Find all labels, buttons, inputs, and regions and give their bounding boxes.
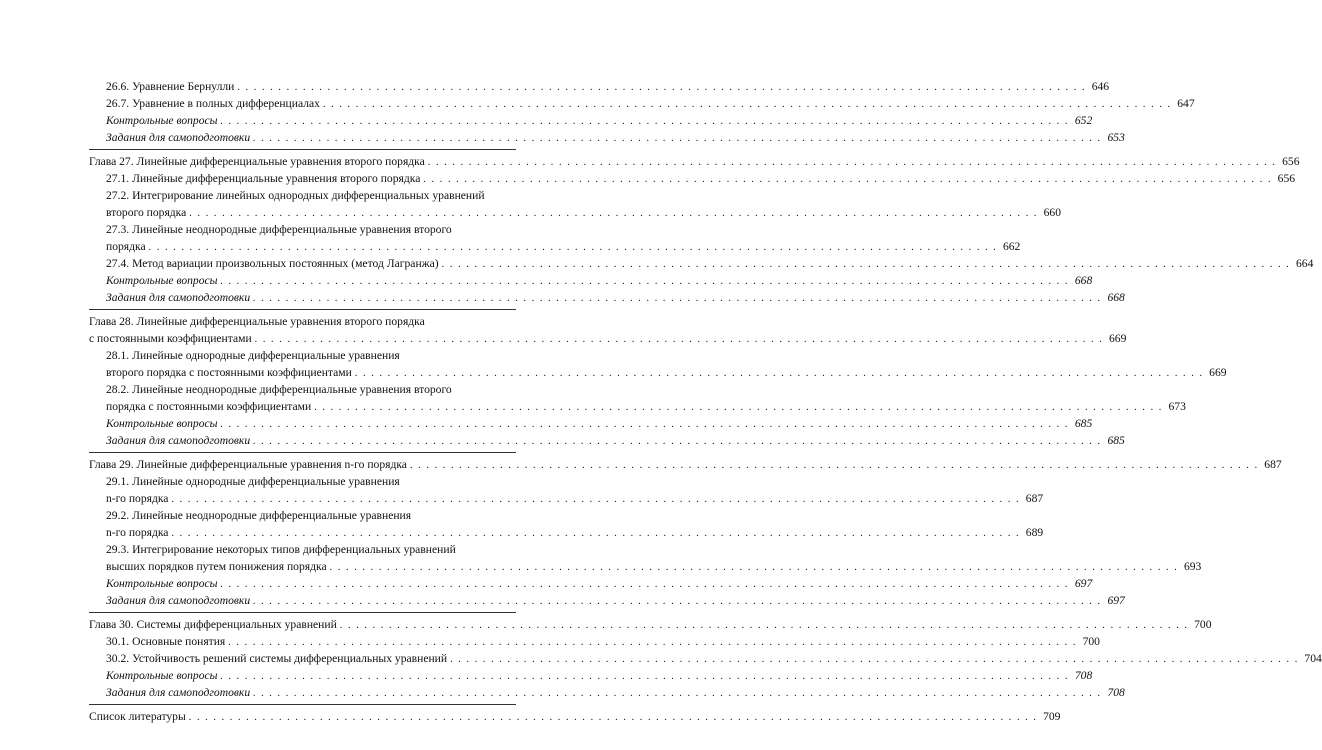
toc-entry-page: 697 xyxy=(1074,577,1093,590)
dot-leader xyxy=(253,686,1102,701)
dot-leader xyxy=(253,291,1102,306)
toc-entry-title-line1: 29.3. Интегрирование некоторых типов дифференциальных уравнений xyxy=(106,543,456,556)
toc-entry-page: 646 xyxy=(1091,80,1110,93)
dot-leader xyxy=(171,526,1020,541)
dot-leader xyxy=(221,417,1070,432)
toc-entry-title: второго порядка xyxy=(106,206,187,219)
toc-entry-title-line1: 29.2. Линейные неоднородные дифференциальные уравнения xyxy=(106,509,412,522)
toc-entry-page: 704 xyxy=(1304,652,1322,665)
toc-entry-page: 685 xyxy=(1074,417,1093,430)
toc-entry-page: 656 xyxy=(1282,155,1300,168)
dot-leader xyxy=(314,400,1163,415)
toc-entry-page: 647 xyxy=(1177,97,1195,110)
dot-leader xyxy=(423,172,1272,187)
dot-leader xyxy=(221,274,1070,289)
toc-entry-self-study-26[interactable] xyxy=(89,129,1125,146)
toc-entry-29-2[interactable] xyxy=(89,507,1044,541)
toc-entry-title: 27.1. Линейные дифференциальные уравнения второго порядка xyxy=(106,172,421,185)
section-divider xyxy=(89,612,516,613)
toc-entry-control-questions-26[interactable] xyxy=(89,112,1093,129)
toc-entry-title: второго порядка с постоянными коэффициентами xyxy=(106,366,352,379)
toc-entry-bibliography[interactable] xyxy=(89,708,1061,725)
toc-entry-26-6[interactable] xyxy=(89,78,1110,95)
section-divider xyxy=(89,452,516,453)
toc-entry-title: Задания для самоподготовки xyxy=(106,434,251,447)
toc-entry-page: 668 xyxy=(1107,291,1125,304)
toc-entry-title: 26.6. Уравнение Бернулли xyxy=(106,80,235,93)
toc-chapter-29[interactable] xyxy=(89,456,1282,473)
toc-entry-title: Задания для самоподготовки xyxy=(106,131,251,144)
toc-entry-27-3[interactable] xyxy=(89,221,1021,255)
toc-entry-title: n-го порядка xyxy=(106,492,169,505)
toc-entry-title: Контрольные вопросы xyxy=(106,417,218,430)
toc-entry-page: 660 xyxy=(1043,206,1061,219)
toc-entry-title-line1: 27.2. Интегрирование линейных однородных дифференциальных уравнений xyxy=(106,189,485,202)
toc-entry-page: 669 xyxy=(1108,332,1127,345)
dot-leader xyxy=(450,652,1299,667)
dot-leader xyxy=(355,366,1204,381)
dot-leader xyxy=(221,114,1070,129)
toc-entry-30-2[interactable] xyxy=(89,650,1322,667)
toc-entry-page: 687 xyxy=(1025,492,1044,505)
toc-entry-title: Контрольные вопросы xyxy=(106,669,218,682)
toc-entry-control-questions-27[interactable] xyxy=(89,272,1093,289)
toc-entry-control-questions-29[interactable] xyxy=(89,575,1093,592)
toc-entry-page: 708 xyxy=(1107,686,1125,699)
dot-leader xyxy=(149,240,998,255)
toc-entry-page: 685 xyxy=(1107,434,1125,447)
toc-entry-page: 656 xyxy=(1277,172,1296,185)
toc-entry-page: 664 xyxy=(1295,257,1314,270)
toc-entry-27-4[interactable] xyxy=(89,255,1314,272)
toc-entry-title: 27.4. Метод вариации произвольных постоянных (метод Лагранжа) xyxy=(106,257,439,270)
toc-entry-page: 689 xyxy=(1025,526,1044,539)
dot-leader xyxy=(323,97,1172,112)
dot-leader xyxy=(253,594,1102,609)
toc-entry-page: 668 xyxy=(1074,274,1093,287)
toc-entry-title-line1: 28.2. Линейные неоднородные дифференциальные уравнения второго xyxy=(106,383,452,396)
dot-leader xyxy=(428,155,1277,170)
toc-chapter-28[interactable] xyxy=(89,313,1127,347)
toc-entry-29-3[interactable] xyxy=(89,541,1202,575)
toc-entry-control-questions-30[interactable] xyxy=(89,667,1093,684)
toc-entry-page: 709 xyxy=(1043,710,1061,723)
toc-entry-page: 700 xyxy=(1194,618,1212,631)
table-of-contents xyxy=(89,78,1322,725)
toc-entry-title-line1: 29.1. Линейные однородные дифференциальные уравнения xyxy=(106,475,400,488)
dot-leader xyxy=(189,710,1038,725)
toc-entry-title: n-го порядка xyxy=(106,526,169,539)
toc-entry-page: 652 xyxy=(1074,114,1093,127)
toc-entry-self-study-29[interactable] xyxy=(89,592,1125,609)
toc-chapter-27[interactable] xyxy=(89,153,1300,170)
toc-chapter-30[interactable] xyxy=(89,616,1212,633)
dot-leader xyxy=(237,80,1086,95)
toc-entry-title: 30.2. Устойчивость решений системы дифференциальных уравнений xyxy=(106,652,448,665)
toc-entry-title-line1: 28.1. Линейные однородные дифференциальные уравнения xyxy=(106,349,400,362)
toc-entry-26-7[interactable] xyxy=(89,95,1195,112)
toc-entry-title: Глава 29. Линейные дифференциальные уравнения n-го порядка xyxy=(89,458,407,471)
toc-entry-page: 669 xyxy=(1209,366,1227,379)
toc-entry-page: 700 xyxy=(1082,635,1100,648)
toc-entry-page: 697 xyxy=(1107,594,1125,607)
toc-entry-title: Задания для самоподготовки xyxy=(106,686,251,699)
dot-leader xyxy=(221,577,1070,592)
toc-entry-title: Контрольные вопросы xyxy=(106,274,218,287)
dot-leader xyxy=(330,560,1179,575)
toc-entry-title: Глава 27. Линейные дифференциальные уравнения второго порядка xyxy=(89,155,425,168)
toc-entry-self-study-30[interactable] xyxy=(89,684,1125,701)
toc-entry-page: 708 xyxy=(1074,669,1093,682)
toc-entry-30-1[interactable] xyxy=(89,633,1100,650)
toc-entry-29-1[interactable] xyxy=(89,473,1044,507)
toc-entry-title-line1: 27.3. Линейные неоднородные дифференциальные уравнения второго xyxy=(106,223,452,236)
toc-entry-self-study-28[interactable] xyxy=(89,432,1125,449)
toc-entry-title: порядка xyxy=(106,240,146,253)
dot-leader xyxy=(228,635,1077,650)
section-divider xyxy=(89,149,516,150)
dot-leader xyxy=(410,458,1259,473)
dot-leader xyxy=(253,434,1102,449)
toc-entry-28-2[interactable] xyxy=(89,381,1186,415)
toc-entry-title: 30.1. Основные понятия xyxy=(106,635,226,648)
toc-entry-page: 693 xyxy=(1183,560,1202,573)
toc-entry-page: 653 xyxy=(1107,131,1125,144)
toc-entry-title: Глава 30. Системы дифференциальных уравнений xyxy=(89,618,337,631)
dot-leader xyxy=(255,332,1104,347)
toc-entry-title: с постоянными коэффициентами xyxy=(89,332,252,345)
dot-leader xyxy=(189,206,1038,221)
toc-entry-title: 26.7. Уравнение в полных дифференциалах xyxy=(106,97,320,110)
toc-entry-title: высших порядков путем понижения порядка xyxy=(106,560,327,573)
toc-entry-title: порядка с постоянными коэффициентами xyxy=(106,400,312,413)
toc-entry-title: Список литературы xyxy=(89,710,186,723)
section-divider xyxy=(89,309,516,310)
toc-entry-27-1[interactable] xyxy=(89,170,1296,187)
dot-leader xyxy=(171,492,1020,507)
toc-entry-27-2[interactable] xyxy=(89,187,1061,221)
dot-leader xyxy=(340,618,1189,633)
toc-entry-title: Задания для самоподготовки xyxy=(106,291,251,304)
toc-entry-page: 687 xyxy=(1264,458,1282,471)
toc-entry-title: Контрольные вопросы xyxy=(106,114,218,127)
section-divider xyxy=(89,704,516,705)
toc-entry-title: Контрольные вопросы xyxy=(106,577,218,590)
dot-leader xyxy=(442,257,1291,272)
toc-entry-self-study-27[interactable] xyxy=(89,289,1125,306)
toc-entry-28-1[interactable] xyxy=(89,347,1227,381)
toc-entry-page: 662 xyxy=(1002,240,1021,253)
dot-leader xyxy=(253,131,1102,146)
toc-entry-title: Задания для самоподготовки xyxy=(106,594,251,607)
toc-entry-control-questions-28[interactable] xyxy=(89,415,1093,432)
toc-entry-title-line1: Глава 28. Линейные дифференциальные уравнения второго порядка xyxy=(89,315,425,328)
dot-leader xyxy=(221,669,1070,684)
toc-entry-page: 673 xyxy=(1168,400,1186,413)
